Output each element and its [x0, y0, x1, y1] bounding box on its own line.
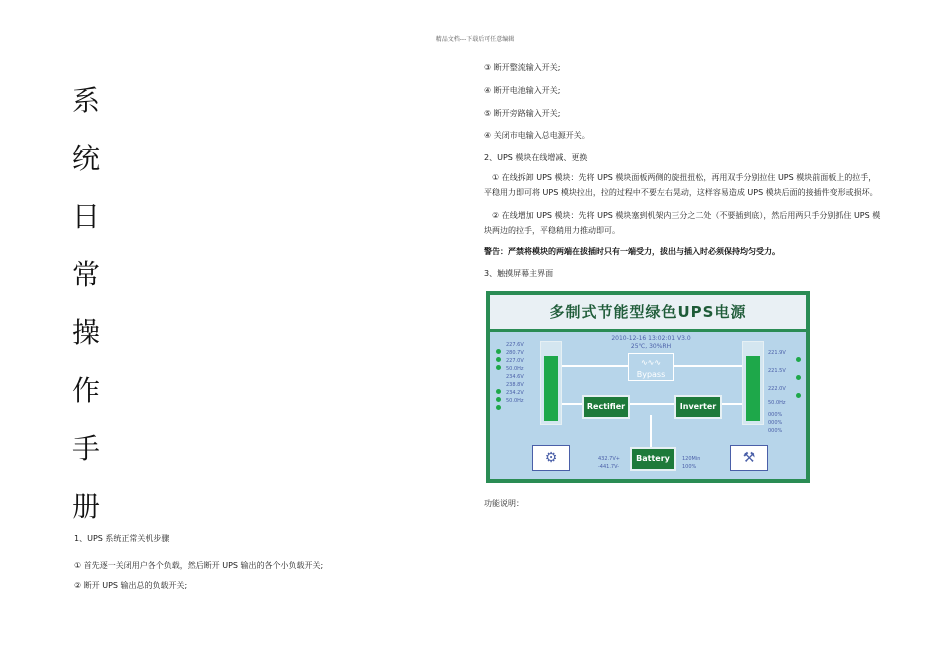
input-values	[506, 341, 524, 405]
status-info	[606, 335, 696, 351]
title-char: 操	[72, 316, 101, 349]
output-indicator	[796, 375, 801, 380]
output-level-bar	[742, 341, 764, 425]
warning-text: 警告：严禁将模块的两端在拔插时只有一端受力，拔出与插入时必须保持均匀受力。	[484, 247, 780, 256]
bypass-flow-line	[562, 365, 628, 367]
battery-block	[630, 447, 676, 471]
output-values	[768, 349, 786, 435]
value-text: 120Min	[682, 456, 701, 462]
rectifier-label: Rectifier	[586, 402, 626, 411]
title-char: 统	[72, 142, 101, 175]
temperature-text: 25℃, 30%RH	[630, 343, 672, 350]
rectifier-block	[582, 395, 630, 419]
step-text: ⑤ 断开旁路输入开关;	[484, 109, 561, 118]
value-text: 000%	[768, 428, 783, 434]
step-text: ② 断开 UPS 输出总的负载开关;	[74, 581, 188, 590]
value-text: 50.0Hz	[768, 400, 786, 406]
battery-label: Battery	[636, 454, 670, 463]
paragraph: ② 在线增加 UPS 模块：先将 UPS 模块塞到机架内三分之二处（不要插到底），然后用两只手分别抓住 UPS 模块两边的拉手，平稳稍用力推动即可。	[484, 211, 881, 235]
bypass-block	[628, 353, 674, 381]
function-label: 功能说明：	[484, 499, 524, 508]
bypass-label: Bypass	[636, 370, 666, 379]
output-level-fill	[746, 356, 760, 421]
value-text: 280.7V	[506, 350, 524, 356]
input-indicator	[496, 389, 501, 394]
section-heading: 1、UPS 系统正常关机步骤	[74, 534, 170, 543]
output-indicator	[796, 357, 801, 362]
page-header: 精品文档---下载后可任意编辑	[435, 36, 515, 43]
value-text: 100%	[682, 464, 697, 470]
tools-button[interactable]	[730, 445, 768, 471]
battery-flow-line	[650, 415, 652, 447]
settings-icon: ⚙	[544, 450, 558, 466]
title-char: 手	[72, 432, 101, 465]
datetime-text: 2010-12-16 13:02:01 V3.0	[611, 335, 691, 342]
section-heading: 2、UPS 模块在线增减、更换	[484, 153, 588, 162]
input-indicator	[496, 397, 501, 402]
value-text: 238.8V	[506, 382, 524, 388]
value-text: 234.6V	[506, 374, 524, 380]
ups-screen	[490, 295, 806, 479]
value-text: 000%	[768, 412, 783, 418]
bypass-flow-line	[674, 365, 742, 367]
title-char: 册	[72, 490, 101, 523]
settings-button[interactable]	[532, 445, 570, 471]
step-text: ④ 断开电池输入开关;	[484, 86, 561, 95]
value-text: 234.2V	[506, 390, 524, 396]
title-char: 作	[72, 374, 101, 407]
paragraph: ① 在线拆卸 UPS 模块：先将 UPS 模块面板两侧的旋扭扭松，再用双手分别拉住 UPS 模块前面板上的拉手，平稳用力即可将 UPS 模块拉出，拉的过程中不要左右晃动，这样容易造成 UPS 模块后面的接插件变形或损坏。	[484, 173, 878, 197]
value-text: 000%	[768, 420, 783, 426]
bypass-icon: ∿∿∿	[640, 358, 662, 367]
value-text: 432.7V+	[598, 456, 620, 462]
input-level-bar	[540, 341, 562, 425]
value-text: 222.0V	[768, 386, 786, 392]
value-text: 221.5V	[768, 368, 786, 374]
title-divider	[490, 329, 806, 332]
inverter-label: Inverter	[679, 402, 717, 411]
output-indicator	[796, 393, 801, 398]
screen-title: 多制式节能型绿色UPS电源	[490, 295, 806, 329]
input-level-fill	[544, 356, 558, 421]
title-char: 日	[72, 200, 101, 233]
value-text: 50.0Hz	[506, 398, 524, 404]
title-char: 系	[72, 84, 101, 117]
step-text: ③ 断开整流输入开关;	[484, 63, 561, 72]
battery-voltage	[598, 455, 620, 471]
title-char: 常	[72, 258, 101, 291]
value-text: 50.0Hz	[506, 366, 524, 372]
step-text: ① 首先逐一关闭用户各个负载，然后断开 UPS 输出的各个小负载开关;	[74, 561, 324, 570]
inverter-block	[674, 395, 722, 419]
vertical-title	[72, 72, 102, 536]
value-text: 221.9V	[768, 350, 786, 356]
input-indicator	[496, 349, 501, 354]
value-text: -441.7V-	[598, 464, 620, 470]
step-text: ④ 关闭市电输入总电源开关。	[484, 131, 590, 140]
ups-touchscreen-image	[486, 291, 810, 483]
input-indicator	[496, 405, 501, 410]
value-text: 227.6V	[506, 342, 524, 348]
tools-icon: ⚒	[742, 450, 756, 466]
value-text: 227.0V	[506, 358, 524, 364]
input-indicator	[496, 357, 501, 362]
section-heading: 3、触摸屏幕主界面	[484, 269, 554, 278]
battery-capacity	[682, 455, 700, 471]
input-indicator	[496, 365, 501, 370]
